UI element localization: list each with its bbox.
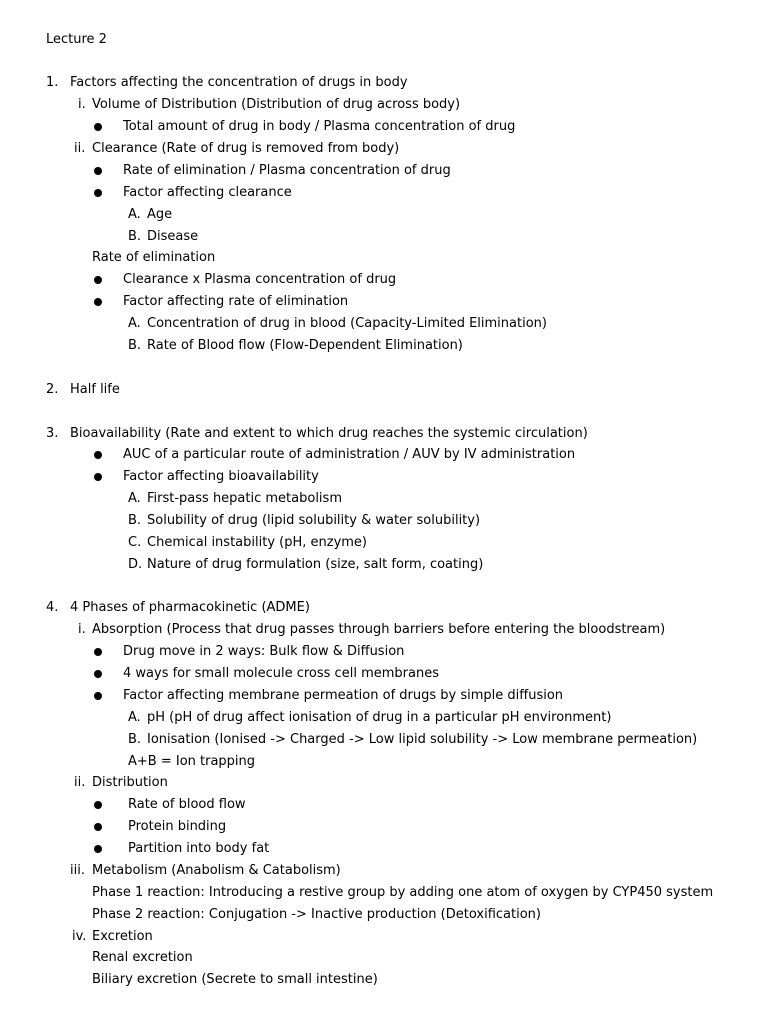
section-1-ii-b-marker: B. (128, 229, 142, 244)
section-1-ii-bullet-1: Rate of elimination / Plasma concentration of drug (123, 163, 451, 178)
section-4-i-bullet-2: 4 ways for small molecule cross cell membranes (123, 666, 439, 681)
rate-bullet-2: Factor affecting rate of elimination (123, 294, 349, 309)
section-1-ii-a-marker: A. (128, 207, 141, 222)
bullet-icon (94, 801, 102, 809)
section-4-number: 4. (46, 600, 59, 615)
rate-a-marker: A. (128, 316, 141, 331)
section-3-a-text: First-pass hepatic metabolism (147, 491, 342, 506)
section-4-ii-number: ii. (74, 775, 86, 790)
section-4-i-bullet-3: Factor affecting membrane permeation of drugs by simple diffusion (123, 688, 564, 703)
rate-b-text: Rate of Blood flow (Flow-Dependent Elimination) (147, 338, 463, 353)
section-4-ii-bullet-1: Rate of blood flow (128, 797, 246, 812)
section-1-i-number: i. (78, 97, 86, 112)
section-3-bullet-1: AUC of a particular route of administration / AUV by IV administration (123, 447, 576, 462)
section-1-ii-bullet-2: Factor affecting clearance (123, 185, 292, 200)
section-4-heading: 4 Phases of pharmacokinetic (ADME) (70, 600, 310, 615)
bullet-icon (94, 845, 102, 853)
section-1-ii-a-text: Age (147, 207, 173, 222)
section-4-i-b-text: Ionisation (Ionised -> Charged -> Low lipid solubility -> Low membrane permeation) (147, 732, 698, 747)
bullet-icon (94, 473, 102, 481)
bullet-icon (94, 670, 102, 678)
section-1-ii-number: ii. (74, 141, 86, 156)
section-3-d-text: Nature of drug formulation (size, salt form, coating) (147, 557, 484, 572)
bullet-icon (94, 167, 102, 175)
bullet-icon (94, 451, 102, 459)
renal-excretion: Renal excretion (92, 950, 193, 965)
section-4-iii-text: Metabolism (Anabolism & Catabolism) (92, 863, 341, 878)
rate-b-marker: B. (128, 338, 142, 353)
section-4-iii-number: iii. (70, 863, 85, 878)
section-1-ii-text: Clearance (Rate of drug is removed from body) (92, 141, 400, 156)
section-3-number: 3. (46, 426, 59, 441)
section-4-i-b-marker: B. (128, 732, 142, 747)
section-1-ii-b-text: Disease (147, 229, 199, 244)
section-3-d-marker: D. (128, 557, 143, 572)
section-4-ii-text: Distribution (92, 775, 168, 790)
rate-of-elimination-label: Rate of elimination (92, 250, 216, 265)
section-3-a-marker: A. (128, 491, 141, 506)
section-2-heading: Half life (70, 382, 120, 397)
section-3-bullet-2: Factor affecting bioavailability (123, 469, 319, 484)
section-1-i-text: Volume of Distribution (Distribution of drug across body) (92, 97, 461, 112)
section-4-i-number: i. (78, 622, 86, 637)
section-3-c-text: Chemical instability (pH, enzyme) (147, 535, 367, 550)
section-1-number: 1. (46, 75, 59, 90)
section-3-b-text: Solubility of drug (lipid solubility & water solubility) (147, 513, 481, 528)
bullet-icon (94, 123, 102, 131)
bullet-icon (94, 276, 102, 284)
section-4-i-a-marker: A. (128, 710, 141, 725)
section-4-ii-bullet-2: Protein binding (128, 819, 227, 834)
section-4-i-bullet-1: Drug move in 2 ways: Bulk flow & Diffusion (123, 644, 405, 659)
section-1-i-bullet-1: Total amount of drug in body / Plasma concentration of drug (123, 119, 516, 134)
section-4-iv-text: Excretion (92, 929, 153, 944)
section-4-i-text: Absorption (Process that drug passes through barriers before entering the bloodstream) (92, 622, 666, 637)
section-3-b-marker: B. (128, 513, 142, 528)
bullet-icon (94, 298, 102, 306)
rate-bullet-1: Clearance x Plasma concentration of drug (123, 272, 397, 287)
section-2-number: 2. (46, 382, 59, 397)
section-4-i-a-text: pH (pH of drug affect ionisation of drug in a particular pH environment) (147, 710, 612, 725)
section-3-heading: Bioavailability (Rate and extent to which drug reaches the systemic circulation) (70, 426, 588, 441)
biliary-excretion: Biliary excretion (Secrete to small intestine) (92, 972, 378, 987)
section-4-ii-bullet-3: Partition into body fat (128, 841, 270, 856)
ion-trapping-note: A+B = Ion trapping (128, 754, 256, 769)
phase-1-reaction: Phase 1 reaction: Introducing a restive group by adding one atom of oxygen by CYP450 system (92, 885, 714, 900)
document-title: Lecture 2 (46, 32, 107, 47)
bullet-icon (94, 823, 102, 831)
bullet-icon (94, 692, 102, 700)
rate-a-text: Concentration of drug in blood (Capacity-Limited Elimination) (147, 316, 547, 331)
section-4-iv-number: iv. (72, 929, 87, 944)
bullet-icon (94, 648, 102, 656)
phase-2-reaction: Phase 2 reaction: Conjugation -> Inactive production (Detoxification) (92, 907, 541, 922)
section-3-c-marker: C. (128, 535, 142, 550)
section-1-heading: Factors affecting the concentration of drugs in body (70, 75, 408, 90)
bullet-icon (94, 189, 102, 197)
